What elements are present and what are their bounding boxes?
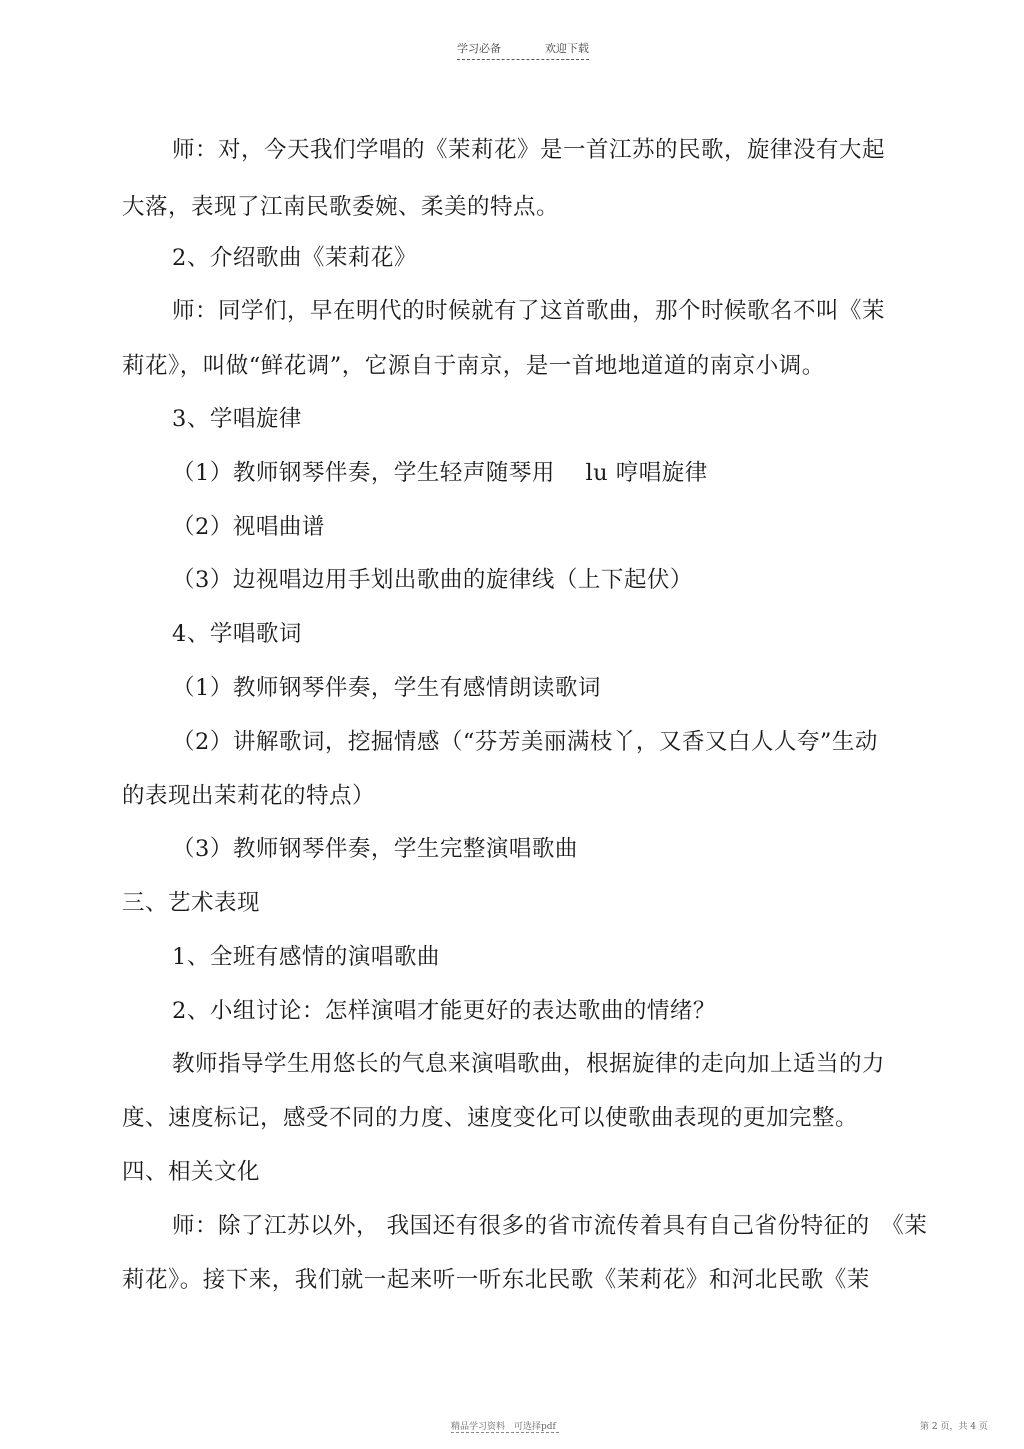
list-item: （2）讲解歌词，挖掘情感（“芬芳美丽满枝丫，又香又白人人夸”生动 [172, 729, 878, 755]
footer-divider [451, 1432, 559, 1433]
header-right-text: 欢迎下载 [545, 42, 589, 55]
list-item: （1）教师钢琴伴奏，学生轻声随琴用 lu 哼唱旋律 [172, 460, 708, 486]
header-divider [457, 59, 589, 60]
footer-left-text: 精品学习资料 可选择pdf [451, 1422, 556, 1432]
section-heading: 3、学唱旋律 [172, 406, 302, 432]
list-item: （3）边视唱边用手划出歌曲的旋律线（上下起伏） [172, 567, 693, 593]
paragraph-line: 的表现出茉莉花的特点） [122, 783, 376, 809]
section-heading: 1、全班有感情的演唱歌曲 [172, 944, 440, 970]
paragraph-line: 莉花》。接下来，我们就一起来听一听东北民歌《茉莉花》和河北民歌《茉 [122, 1267, 870, 1293]
chapter-heading: 三、艺术表现 [122, 890, 261, 916]
paragraph-line: 度、速度标记，感受不同的力度、速度变化可以使歌曲表现的更加完整。 [122, 1105, 859, 1131]
paragraph-line: 教师指导学生用悠长的气息来演唱歌曲，根据旋律的走向加上适当的力 [172, 1051, 886, 1077]
list-item: （3）教师钢琴伴奏，学生完整演唱歌曲 [172, 836, 578, 862]
paragraph-line: 师：除了江苏以外， 我国还有很多的省市流传着具有自己省份特征的 《茉 [172, 1213, 928, 1239]
paragraph-line: 莉花》，叫做“鲜花调”，它源自于南京，是一首地地道道的南京小调。 [122, 353, 825, 379]
paragraph-line: 师：对，今天我们学唱的《茉莉花》是一首江苏的民歌，旋律没有大起 [172, 137, 886, 163]
chapter-heading: 四、相关文化 [122, 1159, 261, 1185]
page-number: 第 2 页，共 4 页 [920, 1422, 988, 1432]
section-heading: 4、学唱歌词 [172, 621, 302, 647]
page-header [457, 40, 589, 56]
section-heading: 2、小组讨论：怎样演唱才能更好的表达歌曲的情绪？ [172, 998, 716, 1024]
paragraph-line: 师：同学们，早在明代的时候就有了这首歌曲，那个时候歌名不叫《茉 [172, 298, 886, 324]
header-left-text: 学习必备 [457, 42, 501, 55]
section-heading: 2、介绍歌曲《茉莉花》 [172, 245, 417, 271]
list-item: （2）视唱曲谱 [172, 514, 325, 540]
paragraph-line: 大落，表现了江南民歌委婉、柔美的特点。 [122, 194, 560, 220]
list-item: （1）教师钢琴伴奏，学生有感情朗读歌词 [172, 675, 601, 701]
